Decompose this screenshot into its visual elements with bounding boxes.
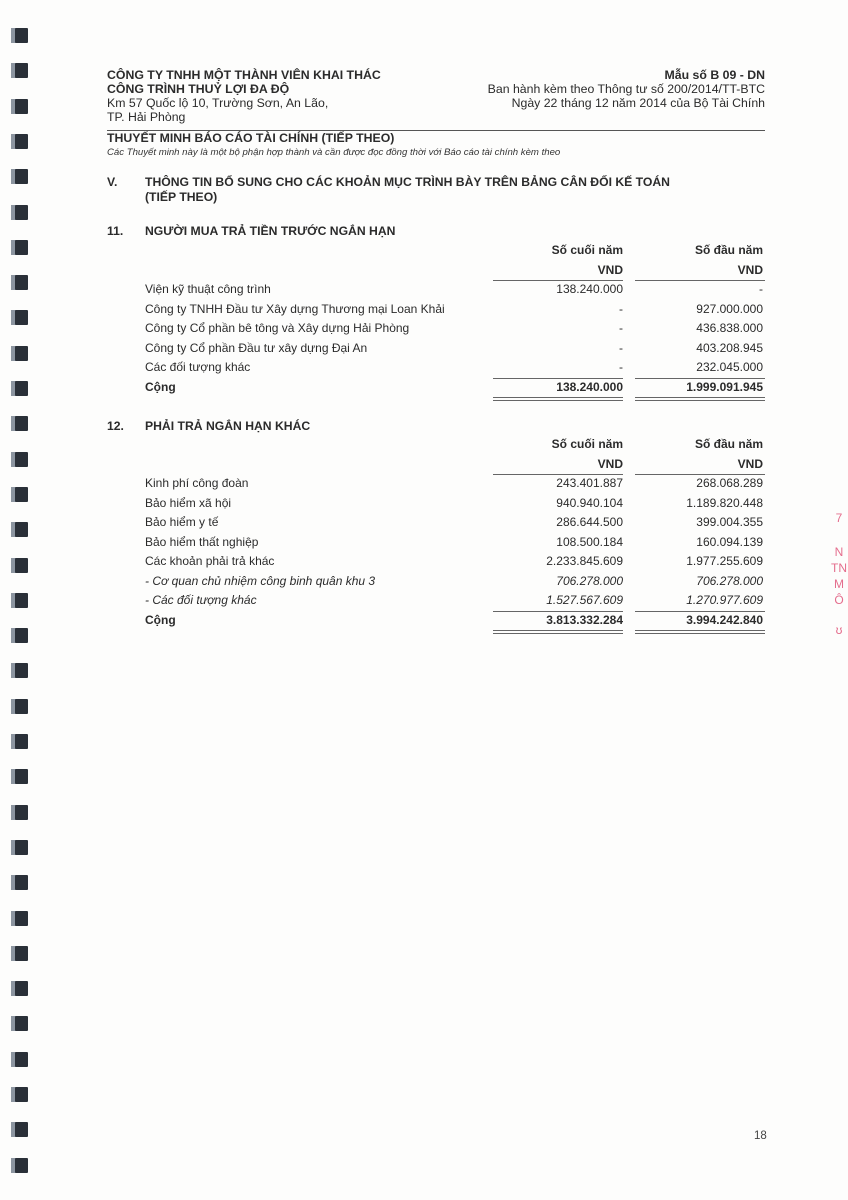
total-row [145,611,765,631]
binding-clip [11,381,28,396]
table-row [145,319,765,339]
binding-clip [11,134,28,149]
total-double-underline [635,397,765,401]
company-address-line2: TP. Hải Phòng [107,110,186,124]
binding-clip [11,875,28,890]
column-unit-begin: VND [737,262,763,277]
total-row [145,378,765,398]
binding-clip [11,911,28,926]
note-title: PHẢI TRẢ NGẮN HẠN KHÁC [145,419,311,433]
row-label: - Cơ quan chủ nhiệm công binh quân khu 3 [145,573,376,588]
form-date: Ngày 22 tháng 12 năm 2014 của Bộ Tài Chính [511,96,765,110]
row-value-end: 286.644.500 [556,515,623,529]
row-label: Công ty Cổ phần bê tông và Xây dựng Hải Phòng [145,321,410,335]
row-value-begin: 232.045.000 [696,360,763,374]
total-label: Cộng [145,612,176,627]
row-value-end: - [619,321,623,335]
table-row [145,474,765,494]
note-12-table [145,435,765,630]
row-value-begin: 403.208.945 [696,340,763,355]
row-value-end: 108.500.184 [556,534,623,549]
row-label: - Các đối tượng khác [145,593,257,607]
table-row [145,533,765,553]
company-address-line1: Km 57 Quốc lộ 10, Trường Sơn, An Lão, [107,96,329,110]
row-label: Bảo hiểm thất nghiệp [145,534,259,549]
row-label: Bảo hiểm xã hội [145,495,232,510]
row-label: Bảo hiểm y tế [145,515,219,529]
total-double-underline [635,630,765,634]
row-value-end: 1.527.567.609 [546,593,623,607]
column-unit-end: VND [597,456,623,471]
row-value-begin: 1.189.820.448 [686,495,763,510]
binding-clip [11,452,28,467]
note-title: NGƯỜI MUA TRẢ TIỀN TRƯỚC NGẮN HẠN [145,224,396,238]
total-block [145,611,765,631]
table-body [145,280,765,397]
stamp-glyph: Ô [834,593,844,607]
row-label: Kinh phí công đoàn [145,476,249,490]
binding-clip [11,487,28,502]
row-label: Công ty TNHH Đầu tư Xây dựng Thương mại Loan Khải [145,301,445,316]
page-number: 18 [754,1130,767,1142]
binding-clip [11,240,28,255]
table-row [145,300,765,320]
row-value-begin: 927.000.000 [696,301,763,316]
binding-clip [11,1122,28,1137]
form-issued: Ban hành kèm theo Thông tư số 200/2014/TT-BTC [487,82,765,96]
stamp-glyph: 7 [835,511,843,525]
total-double-underline [493,630,623,634]
row-value-begin: 706.278.000 [696,573,763,588]
table-row [145,513,765,533]
column-header-beginning-of-year: Số đầu năm [694,437,763,451]
column-unit-end: VND [597,262,623,277]
report-title: THUYẾT MINH BÁO CÁO TÀI CHÍNH (TIẾP THEO) [107,131,395,145]
company-name-line1: CÔNG TY TNHH MỘT THÀNH VIÊN KHAI THÁC [107,68,381,82]
row-label: Các khoản phải trả khác [145,554,275,568]
binding-clip [11,805,28,820]
row-value-begin: - [759,282,763,296]
row-label: Các đối tượng khác [145,360,251,374]
total-double-underline [493,397,623,401]
section-title-line1: THÔNG TIN BỔ SUNG CHO CÁC KHOẢN MỤC TRÌNH BÀY TRÊN BẢNG CÂN ĐỐI KẾ TOÁN [145,175,670,189]
column-unit-row [145,261,765,281]
company-name-line2: CÔNG TRÌNH THUỶ LỢI ĐA ĐỘ [107,82,290,96]
total-value-end: 3.813.332.284 [546,612,623,627]
row-value-end: 706.278.000 [556,573,623,588]
stamp-glyph: TN [831,561,847,575]
section-title-line2: (TIẾP THEO) [145,190,218,204]
row-value-end: 243.401.887 [556,476,623,490]
subheader [107,131,767,159]
binding-clip [11,769,28,784]
column-header-beginning-of-year: Số đầu năm [694,243,763,257]
binding-clip [11,699,28,714]
row-value-begin: 436.838.000 [696,321,763,335]
binding-clip [11,169,28,184]
binding-clip [11,946,28,961]
column-header-row [145,241,765,261]
section-title [145,175,670,205]
binding-clip [11,558,28,573]
binding-clip [11,416,28,431]
total-value-begin: 3.994.242.840 [686,612,763,627]
total-value-begin: 1.999.091.945 [686,379,763,394]
binding-clip [11,981,28,996]
note-number: 12. [107,419,124,433]
table-row [145,572,765,592]
column-header-row [145,435,765,455]
binding-clip [11,734,28,749]
binding-clip [11,1087,28,1102]
binding-clip [11,1052,28,1067]
report-note: Các Thuyết minh này là một bộ phận hợp thành và cần được đọc đồng thời với Báo cáo tài chính kèm theo [107,147,561,158]
table-row [145,339,765,359]
binding-clip [11,840,28,855]
row-value-end: 138.240.000 [556,282,623,296]
binding-clip [11,28,28,43]
table-row [145,494,765,514]
binding-clips [8,0,32,1200]
binding-clip [11,99,28,114]
row-value-end: - [619,301,623,316]
binding-clip [11,346,28,361]
row-value-end: 2.233.845.609 [546,554,623,568]
row-value-begin: 160.094.139 [696,534,763,549]
row-label: Công ty Cổ phần Đầu tư xây dựng Đại An [145,340,368,355]
section-number: V. [107,175,118,189]
row-label: Viện kỹ thuật công trình [145,282,271,296]
binding-clip [11,275,28,290]
total-value-end: 138.240.000 [556,379,623,394]
red-stamp-fragment [830,510,848,638]
company-block [107,68,467,124]
row-value-begin: 268.068.289 [696,476,763,490]
row-value-begin: 399.004.355 [696,515,763,529]
binding-clip [11,1016,28,1031]
table-row [145,358,765,378]
column-header-end-of-year: Số cuối năm [551,243,623,257]
binding-clip [11,593,28,608]
column-unit-begin: VND [737,456,763,471]
row-value-begin: 1.270.977.609 [686,593,763,607]
binding-clip [11,63,28,78]
binding-clip [11,663,28,678]
column-unit-row [145,455,765,475]
table-body [145,474,765,630]
row-value-end: 940.940.104 [556,495,623,510]
form-code: Mẫu số B 09 - DN [664,68,765,82]
note-number: 11. [107,224,124,238]
binding-clip [11,628,28,643]
note-11-table [145,241,765,397]
binding-clip [11,1158,28,1173]
total-block [145,378,765,398]
total-label: Cộng [145,379,176,394]
table-row [145,280,765,300]
table-row [145,591,765,611]
row-value-end: - [619,360,623,374]
binding-clip [11,310,28,325]
table-row [145,552,765,572]
stamp-glyph: ʊ [835,623,843,637]
row-value-end: - [619,340,623,355]
column-header-end-of-year: Số cuối năm [551,437,623,451]
binding-clip [11,205,28,220]
binding-clip [11,522,28,537]
stamp-glyph: N [834,545,844,559]
form-block [425,68,765,110]
stamp-glyph: M [834,577,844,591]
row-value-begin: 1.977.255.609 [686,554,763,568]
